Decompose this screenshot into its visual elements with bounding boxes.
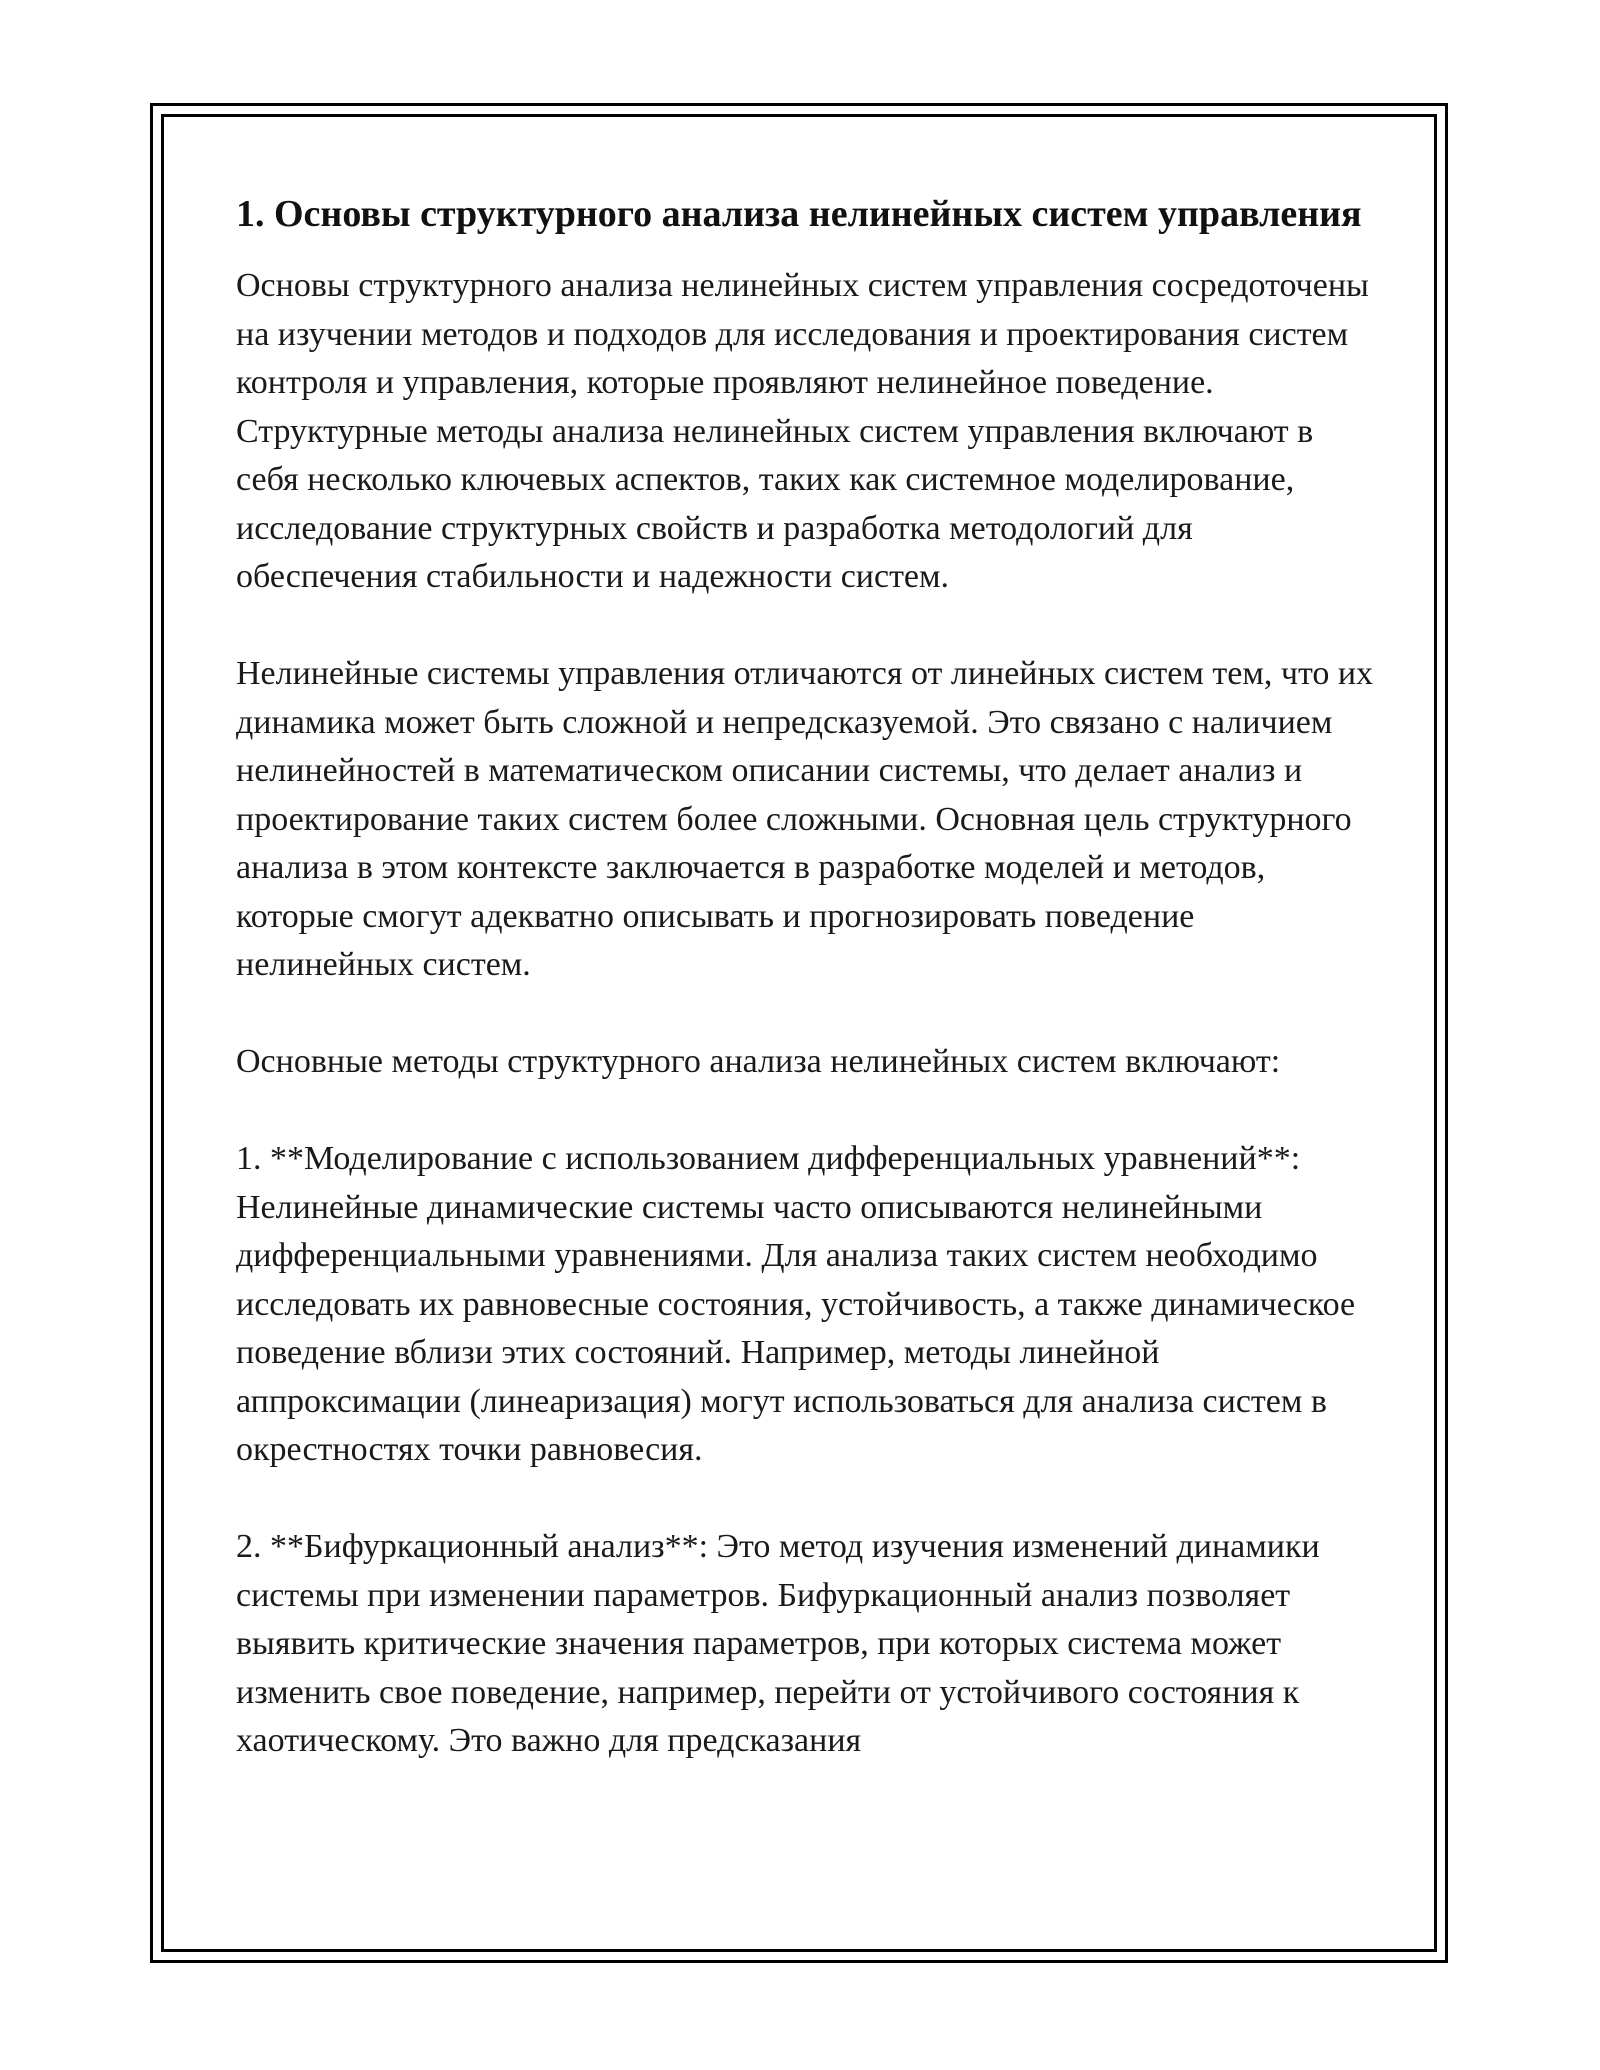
paragraph-nonlinear-systems: Нелинейные системы управления отличаются от линейных систем тем, что их динамика может быть сложной и непредсказуемой. Это связано с наличием нелинейностей в математическом описании системы, что делает анализ и проектирование таких систем более сложными. Основная цель структурного анализа в этом контексте заключается в разработке моделей и методов, которые смогут адекватно описывать и прогнозировать поведение нелинейных систем. — [236, 655, 1374, 983]
section-heading: 1. Основы структурного анализа нелинейных систем управления — [236, 193, 1362, 235]
list-item-differential-equations: 1. **Моделирование с использованием дифференциальных уравнений**: Нелинейные динамические системы часто описываются нелинейными дифференциальными уравнениями. Для анализа таких систем необходимо исследовать их равновесные состояния, устойчивость, а также динамическое поведение вблизи этих состояний. Например, методы линейной аппроксимации (линеаризация) могут использоваться для анализа систем в окрестностях точки равновесия. — [236, 1140, 1356, 1468]
document-body — [236, 186, 1376, 1814]
paragraph-intro: Основы структурного анализа нелинейных систем управления сосредоточены на изучении методов и подходов для исследования и проектирования систем контроля и управления, которые проявляют нелинейное поведение. Структурные методы анализа нелинейных систем управления включают в себя несколько ключевых аспектов, таких как системное моделирование, исследование структурных свойств и разработка методологий для обеспечения стабильности и надежности систем. — [236, 267, 1369, 595]
paragraph-methods-lead: Основные методы структурного анализа нелинейных систем включают: — [236, 1043, 1281, 1080]
list-item-bifurcation-analysis: 2. **Бифуркационный анализ**: Это метод изучения изменений динамики системы при изменении параметров. Бифуркационный анализ позволяет выявить критические значения параметров, при которых система может изменить свое поведение, например, перейти от устойчивого состояния к хаотическому. Это важно для предсказания — [236, 1528, 1320, 1759]
